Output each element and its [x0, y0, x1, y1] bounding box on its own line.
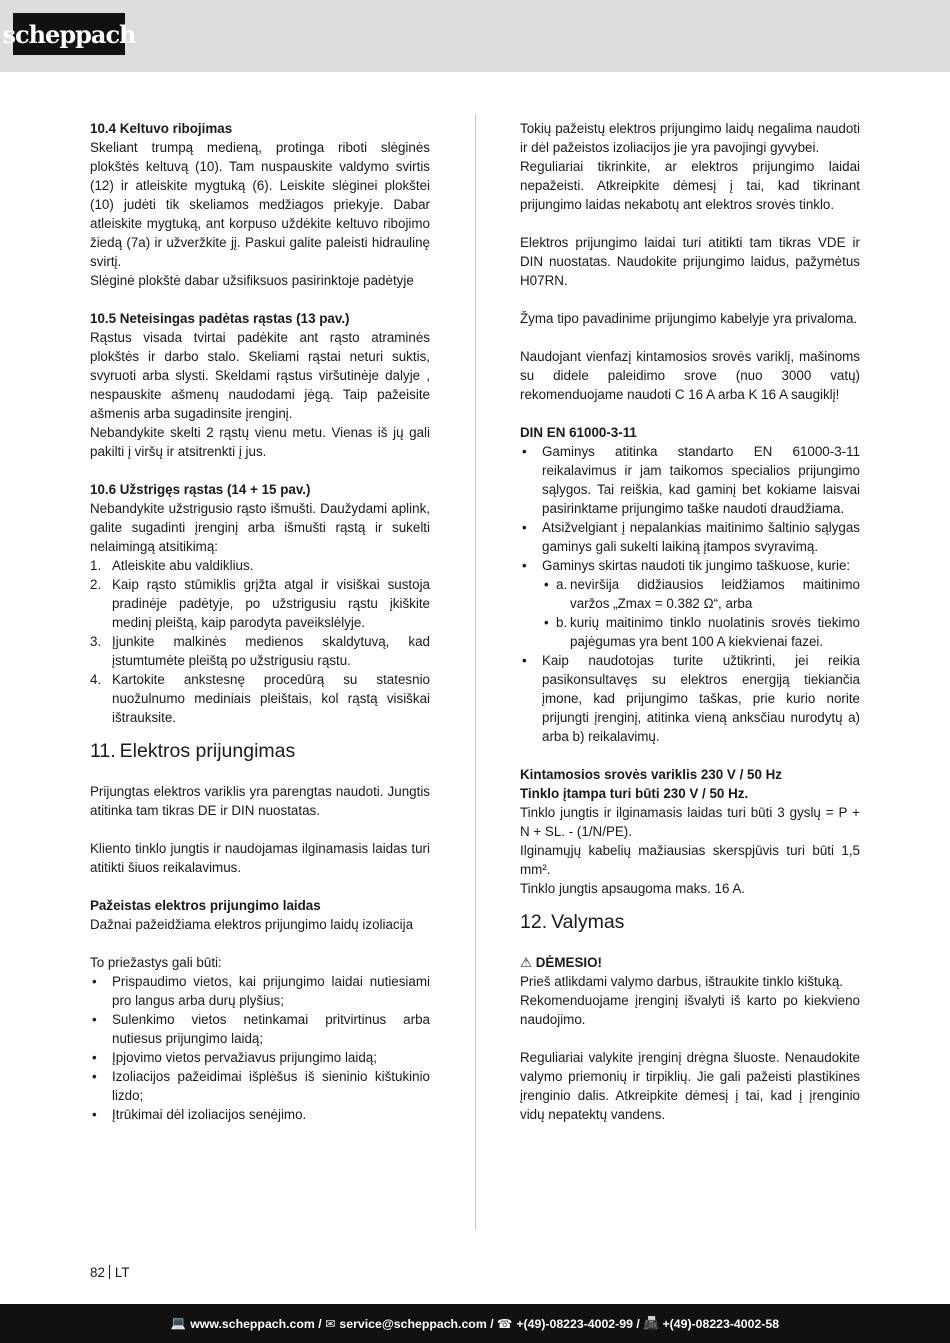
list-item: • a. neviršija didžiausios leidžiamos maitinimo varžos „Zmax = 0.382 Ω“, arba: [542, 575, 860, 613]
list-item: • Prispaudimo vietos, kai prijungimo laidai nutiesiami pro langus arba durų plyšius;: [90, 972, 430, 1010]
list-item: • Kaip naudotojas turite užtikrinti, jei reikia pasikonsultavęs su elektros energiją tiekiančia įmone, kad prijungimo taškas, prie kurio norite prijungti įrenginį, atitinka vieną anksčiau nurodytų a) arba b) reikalavimų.: [520, 651, 860, 746]
list-item: • Atsižvelgiant į nepalankias maitinimo šaltinio sąlygas gaminys gali sukelti laikiną įtampos svyravimą.: [520, 518, 860, 556]
sub-list: [542, 575, 860, 651]
paragraph: Tinklo jungtis apsaugoma maks. 16 A.: [520, 881, 746, 896]
list-item: 1. Atleiskite abu valdiklius.: [90, 558, 254, 573]
paragraph: Žyma tipo pavadinime prijungimo kabelyje yra privaloma.: [520, 311, 858, 326]
section-title-10-5: 10.5 Neteisingas padėtas rąstas (13 pav.): [90, 311, 350, 326]
column-divider: [475, 114, 476, 1230]
paragraph: Tinklo jungtis ir ilginamasis laidas turi būti 3 gyslų = P + N + SL. - (1/N/PE).: [520, 805, 860, 839]
list-item: 3. Įjunkite malkinės medienos skaldytuvą, kad įstumtumėte pleištą po užstrigusiu rąstu.: [90, 634, 430, 668]
page-number: 82 LT: [90, 1265, 130, 1280]
paragraph: Tokių pažeistų elektros prijungimo laidų negalima naudoti ir dėl pažeistos izoliacijos jie yra pavojingi gyvybei.: [520, 121, 860, 155]
causes-list: [90, 972, 430, 1124]
warning-heading: ⚠ DĖMESIO!: [520, 955, 602, 970]
paragraph: Ilginamųjų kabelių mažiausias skerspjūvis turi būti 1,5 mm².: [520, 843, 860, 877]
list-item: • Gaminys skirtas naudoti tik jungimo taškuose, kurie: • a. neviršija didžiausios leidžiamos maitinimo varžos „Zmax = 0.382 Ω“, arba • b. kurių maitinimo tinklo nuolatinis srovės tiekimo pajėgumas yra bent 100 A kiekvienai fazei.: [520, 556, 860, 651]
paragraph: Naudojant vienfazį kintamosios srovės variklį, mašinoms su didele paleidimo srove (nuo 3000 vatų) rekomenduojame naudoti C 16 A arba K 16 A saugiklį!: [520, 349, 860, 402]
page-footer: 💻 www.scheppach.com / ✉ service@scheppach.com / ☎ +(49)-08223-4002-99 / 📠 +(49)-08223-4002-58: [0, 1304, 950, 1343]
din-list: [520, 442, 860, 746]
left-column: [90, 119, 430, 1124]
paragraph: Rąstus visada tvirtai padėkite ant rąsto atraminės plokštės ir darbo stalo. Skeliami rąstai neturi suktis, svyruoti arba slysti. Skeldami rąstus viršutinėje dalyje , nespauskite ašmenų naudodami jėgą. Taip pažeisite ašmenis arba sugadinsite įrenginį.: [90, 330, 430, 421]
page-header: [0, 0, 950, 72]
list-item: • b. kurių maitinimo tinklo nuolatinis srovės tiekimo pajėgumas yra bent 100 A kiekvienai fazei.: [542, 613, 860, 651]
chapter-title-12: 12. Valymas: [520, 911, 625, 933]
list-item: • Izoliacijos pažeidimai išplėšus iš sieninio kištukinio lizdo;: [90, 1067, 430, 1105]
fax-number: +(49)-08223-4002-58: [662, 1316, 780, 1331]
section-title-motor: Kintamosios srovės variklis 230 V / 50 Hz: [520, 767, 782, 782]
scheppach-logo: scheppach: [13, 13, 125, 55]
warning-icon: ⚠: [520, 955, 533, 970]
paragraph: Nebandykite skelti 2 rąstų vienu metu. Vienas iš jų gali pakilti į viršų ir atsitrenkti į jus.: [90, 425, 430, 459]
right-column: [520, 119, 860, 1124]
paragraph: Elektros prijungimo laidai turi atitikti tam tikras VDE ir DIN nuostatas. Naudokite prijungimo laidus, pažymėtus H07RN.: [520, 235, 860, 288]
steps-list: [90, 556, 430, 727]
paragraph: Slėginė plokštė dabar užsifiksuos pasirinktoje padėtyje: [90, 273, 414, 288]
phone-number[interactable]: +(49)-08223-4002-99: [516, 1316, 633, 1331]
section-subtitle-voltage: Tinklo įtampa turi būti 230 V / 50 Hz.: [520, 786, 749, 801]
list-item: • Sulenkimo vietos netinkamai pritvirtinus arba nutiesus prijungimo laidą;: [90, 1010, 430, 1048]
chapter-title-11: 11. Elektros prijungimas: [90, 740, 296, 762]
phone-icon: ☎: [497, 1316, 513, 1331]
mail-icon: ✉: [325, 1316, 336, 1331]
paragraph: Nebandykite užstrigusio rąsto išmušti. Daužydami aplink, galite sugadinti įrenginį arba išmušti rąstą ir sukelti nelaimingą atsitikimą:: [90, 501, 430, 554]
paragraph: Rekomenduojame įrenginį išvalyti iš karto po kiekvieno naudojimo.: [520, 993, 860, 1027]
paragraph: Kliento tinklo jungtis ir naudojamas ilginamasis laidas turi atitikti šiuos reikalavimus.: [90, 841, 430, 875]
email-link[interactable]: service@scheppach.com: [339, 1316, 487, 1331]
section-title-damaged-cable: Pažeistas elektros prijungimo laidas: [90, 898, 321, 913]
computer-icon: 💻: [170, 1316, 187, 1330]
website-link[interactable]: www.scheppach.com: [190, 1316, 315, 1331]
paragraph: Prijungtas elektros variklis yra parengtas naudoti. Jungtis atitinka tam tikras DE ir DIN nuostatas.: [90, 784, 430, 818]
list-item: • Įpjovimo vietos pervažiavus prijungimo laidą;: [90, 1048, 430, 1067]
paragraph: Prieš atlikdami valymo darbus, ištraukite tinklo kištuką.: [520, 974, 843, 989]
fax-icon: 📠: [643, 1316, 659, 1330]
paragraph: Skeliant trumpą medieną, protinga riboti slėginės plokštės keltuvą (10). Tam nuspauskite valdymo svirtis (12) ir atleiskite mygtuką (6). Leiskite slėginei plokštei (10) judėti tik skeliamos medžiagos priekyje. Dabar atleiskite mygtuką, ant korpuso uždėkite keltuvo ribojimo žiedą (7a) ir užveržkite jį. Paskui galite paleisti hidraulinę svirtį.: [90, 140, 430, 269]
list-item: 2. Kaip rąsto stūmiklis grįžta atgal ir visiškai sustoja pradinėje padėtyje, po užstrigusiu rąstu įkiškite medinį pleištą, kaip parodyta paveikslėlyje.: [90, 577, 430, 630]
list-item: 4. Kartokite ankstesnę procedūrą su statesnio nuožulnumo mediniais pleištais, kol rąstą visiškai ištrauksite.: [90, 672, 430, 725]
list-item: • Įtrūkimai dėl izoliacijos senėjimo.: [90, 1105, 430, 1124]
section-title-din: DIN EN 61000-3-11: [520, 425, 637, 440]
paragraph: Reguliariai tikrinkite, ar elektros prijungimo laidai nepažeisti. Atkreipkite dėmesį į tai, kad tikrinant prijungimo laidas nekabotų ant elektros srovės tinklo.: [520, 159, 860, 212]
paragraph: Dažnai pažeidžiama elektros prijungimo laidų izoliacija: [90, 917, 414, 932]
paragraph: To priežastys gali būti:: [90, 955, 222, 970]
paragraph: Reguliariai valykite įrenginį drėgna šluoste. Nenaudokite valymo priemonių ir tirpiklių. Jie gali pažeisti plastikines įrenginio dalis. Atkreipkite dėmesį į tai, kad į įrenginio vidų nepatektų vandens.: [520, 1050, 860, 1122]
list-item: • Gaminys atitinka standarto EN 61000-3-11 reikalavimus ir jam taikomos specialios prijungimo sąlygos. Tai reiškia, kad gaminį bet kokiame laisvai pasirinktame prijungimo taške naudoti draudžiama.: [520, 442, 860, 518]
section-title-10-6: 10.6 Užstrigęs rąstas (14 + 15 pav.): [90, 482, 311, 497]
section-title-10-4: 10.4 Keltuvo ribojimas: [90, 121, 233, 136]
